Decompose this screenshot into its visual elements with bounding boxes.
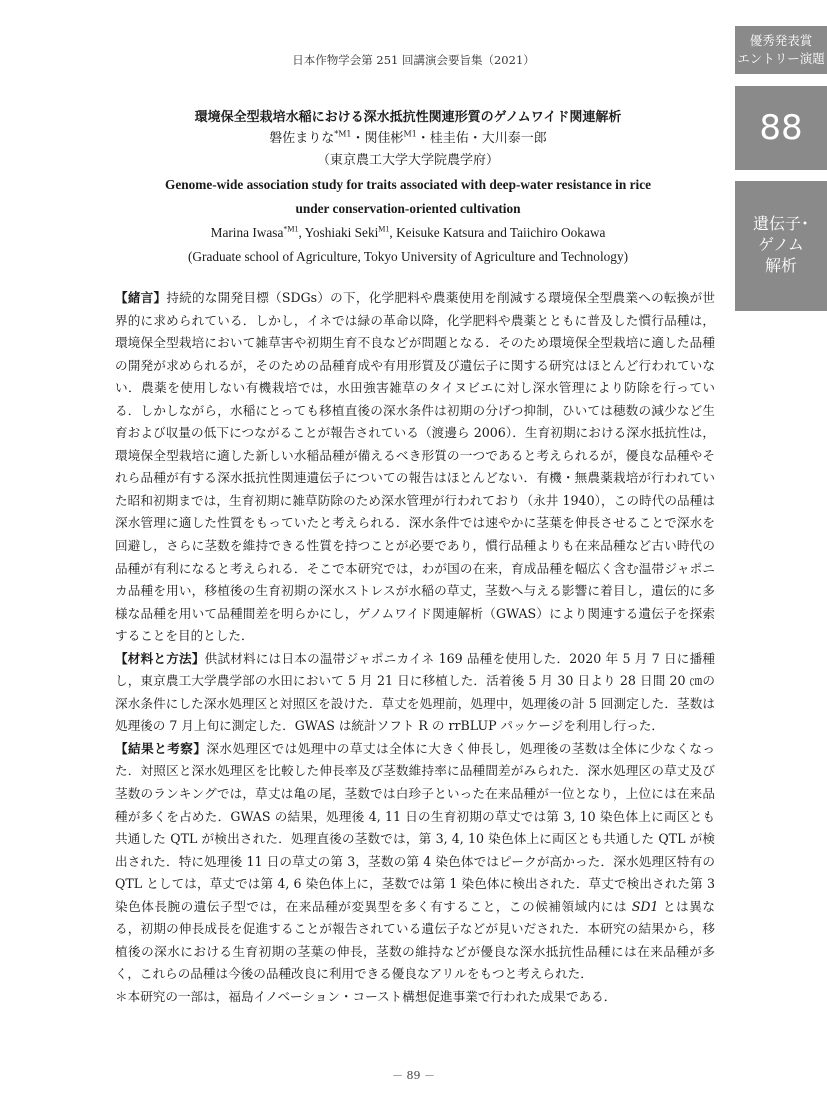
results-text: 深水処理区では処理中の草丈は全体に大きく伸長し，処理後の茎数は全体に少なくなった．対照区と深水処理区を比較した伸長率及び茎数維持率に品種間差がみられた．深水処理区の草丈及び茎数のランキングでは，草丈は亀の尾，茎数では白珍子といった在来品種が一位となり，上位には在来品種が多くを占めた．GWAS の結果，処理後 4, 11 日の生育初期の草丈では第 3, 10 染色体上に両区とも共通した QTL が検出された．処理直後の茎数では，第 3, 4, 10 染色体上に両区とも共通した QTL が検出された．特に処理後 11 日の草丈の第 3，茎数の第 4 染色体ではピークが高かった．深水処理区特有の QTL としては，草丈では第 4, 6 染色体上に，茎数では第 1 染色体に検出された．草丈で検出された第 3 染色体長腕の遺伝子型では，在来品種が変異型を多く有すること，この候補領域内には bbox=[115, 740, 716, 914]
field-line1: 遺伝子･ bbox=[752, 214, 809, 233]
award-entry-tab bbox=[735, 26, 827, 74]
results-paragraph bbox=[115, 738, 715, 986]
title-english-line2: under conservation-oriented cultivation bbox=[295, 201, 521, 216]
author-1-mark: *M1 bbox=[334, 129, 352, 139]
author-2-en: , Yoshiaki Seki bbox=[298, 225, 379, 240]
methods-text: 供試材料には日本の温帯ジャポニカイネ 169 品種を使用した．2020 年 5 月 7 日に播種し，東京農工大学農学部の水田において 5 月 21 日に移植した．活着後 5 月 30 日より 28 日間 20 ㎝の深水条件にした深水処理区と対照区を設けた．草丈を処理前，処理中，処理後の計 5 回測定した．茎数は処理後の 7 月上旬に測定した．GWAS は統計ソフト R の rrBLUP パッケージを利用し行った． bbox=[115, 650, 716, 734]
results-text-cont: とは異なる，初期の伸長成長を促進することが報告されている遺伝子などが見いだされた．本研究の結果から，移植後の深水における生育初期の茎葉の伸長，茎数の維持などが優良な深水抵抗性品種には在来品種が多く，これらの品種は今後の品種改良に利用できる優良なアリルをもつと考えられた． bbox=[115, 898, 715, 982]
field-category-tab bbox=[735, 181, 827, 311]
author-2: ・関佳彬 bbox=[351, 131, 404, 146]
title-english-line1: Genome-wide association study for traits associated with deep-water resistance in rice bbox=[164, 177, 651, 192]
other-authors: ・桂圭佑・大川泰一郎 bbox=[416, 131, 547, 146]
presentation-number-tab: 88 bbox=[735, 86, 827, 170]
introduction-text: 持続的な開発目標（SDGs）の下，化学肥料や農薬使用を削減する環境保全型農業への転換が世界的に求められている．しかし，イネでは緑の革命以降，化学肥料や農薬とともに普及した慣行品種は，環境保全型栽培において雑草害や初期生育不良などが問題となる．そのため環境保全型栽培に適した品種の開発が求められるが，そのための品種育成や有用形質及び遺伝子に関する研究はほとんど行われていない．農薬を使用しない有機栽培では，水田強害雑草のタイヌビエに対し深水管理により防除を行っている．しかしながら，水稲にとっても移植直後の深水条件は初期の分げつ抑制，ひいては穂数の減少など生育および収量の低下につながることが報告されている（渡邊ら 2006）．生育初期における深水抵抗性は，環境保全型栽培に適した新しい水稲品種が備えるべき形質の一つであると考えられるが，優良な品種やそれら品種が有する深水抵抗性関連遺伝子についての報告はほとんどない．有機・無農薬栽培が行われていた昭和初期までは，生育初期に雑草防除のため深水管理が行われており（永井 1940），この時代の品種は深水管理に適した性質をもっていたと考えられる．深水条件では速やかに茎葉を伸長させることで深水を回避し，さらに茎数を維持できる性質を持つことが必要であり，慣行品種よりも在来品種など古い時代の品種が有利になると考えられる．そこで本研究では，わが国の在来，育成品種を幅広く含む温帯ジャポニカ品種を用い，移植後の生育初期の深水ストレスが水稲の草丈，茎数へ与える影響に着目し，遺伝的に多様な品種を用いて品種間差を明らかにし，ゲノムワイド関連解析（GWAS）により関連する遺伝子を探索することを目的とした． bbox=[115, 290, 716, 644]
running-head: 日本作物学会第 251 回講演会要旨集（2021） bbox=[292, 53, 535, 67]
other-authors-en: , Keisuke Katsura and Taiichiro Ookawa bbox=[389, 225, 606, 240]
page-number: － 89 － bbox=[392, 1069, 435, 1082]
affiliation-japanese: （東京農工大学大学院農学府） bbox=[316, 153, 499, 168]
award-entry-line1: 優秀発表賞 bbox=[749, 33, 813, 48]
results-heading: 【結果と考察】 bbox=[115, 740, 207, 756]
author-1: 磐佐まりな bbox=[269, 131, 335, 146]
authors-english bbox=[100, 221, 716, 245]
authors-japanese bbox=[100, 128, 716, 149]
funding-note: ＊本研究の一部は，福島イノベーション・コースト構想促進事業で行われた成果である． bbox=[115, 988, 617, 1004]
author-1-en-mark: *M1 bbox=[283, 224, 299, 234]
award-entry-line2: エントリー演題 bbox=[737, 51, 825, 66]
field-line2: ゲノム bbox=[758, 235, 804, 254]
methods-heading: 【材料と方法】 bbox=[115, 650, 205, 666]
title-japanese: 環境保全型栽培水稲における深水抵抗性関連形質のゲノムワイド関連解析 bbox=[194, 110, 622, 125]
gene-name: SD1 bbox=[631, 898, 659, 914]
title-block bbox=[100, 107, 716, 269]
introduction-heading: 【緒言】 bbox=[115, 290, 167, 305]
affiliation-english: (Graduate school of Agriculture, Tokyo University of Agriculture and Technology) bbox=[187, 249, 629, 264]
abstract-body bbox=[115, 287, 715, 1009]
introduction-paragraph bbox=[115, 287, 715, 648]
author-2-en-mark: M1 bbox=[378, 224, 390, 234]
methods-paragraph bbox=[115, 648, 715, 738]
author-1-en: Marina Iwasa bbox=[210, 225, 284, 240]
author-2-mark: M1 bbox=[403, 129, 417, 139]
field-line3: 解析 bbox=[764, 256, 797, 275]
